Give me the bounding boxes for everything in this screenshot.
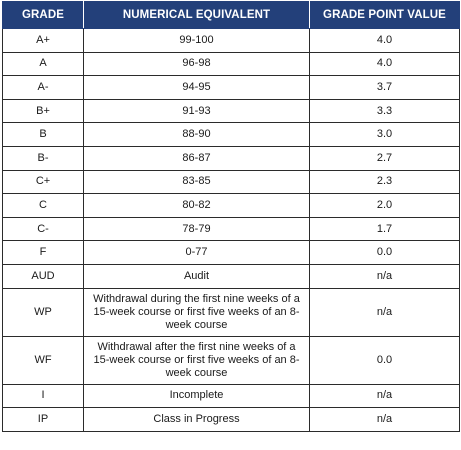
cell-numerical: 86-87 [84, 146, 310, 170]
cell-numerical: 80-82 [84, 194, 310, 218]
cell-grade: AUD [3, 264, 84, 288]
header-numerical-equivalent: NUMERICAL EQUIVALENT [84, 2, 310, 29]
cell-grade: C [3, 194, 84, 218]
table-row [3, 52, 460, 76]
cell-points: 4.0 [310, 29, 460, 53]
table-row [3, 194, 460, 218]
table-row [3, 241, 460, 265]
cell-grade: WP [3, 288, 84, 336]
cell-points: 1.7 [310, 217, 460, 241]
cell-points: 0.0 [310, 241, 460, 265]
table-row [3, 336, 460, 384]
cell-points: n/a [310, 384, 460, 408]
cell-numerical: 94-95 [84, 76, 310, 100]
cell-numerical: 99-100 [84, 29, 310, 53]
cell-grade: C- [3, 217, 84, 241]
cell-grade: A [3, 52, 84, 76]
cell-grade: B+ [3, 99, 84, 123]
cell-numerical: Incomplete [84, 384, 310, 408]
table-row [3, 288, 460, 336]
cell-points: 2.0 [310, 194, 460, 218]
cell-grade: F [3, 241, 84, 265]
table-header-row [3, 2, 460, 29]
cell-points: 4.0 [310, 52, 460, 76]
table-row [3, 264, 460, 288]
cell-numerical: Class in Progress [84, 408, 310, 432]
header-grade-point-value: GRADE POINT VALUE [310, 2, 460, 29]
table-row [3, 384, 460, 408]
cell-numerical: Audit [84, 264, 310, 288]
cell-numerical: Withdrawal during the first nine weeks of a 15-week course or first five weeks of an 8-week course [84, 288, 310, 336]
table-row [3, 170, 460, 194]
table-row [3, 217, 460, 241]
cell-points: 2.7 [310, 146, 460, 170]
header-grade: GRADE [3, 2, 84, 29]
cell-grade: A+ [3, 29, 84, 53]
cell-grade: I [3, 384, 84, 408]
cell-points: n/a [310, 288, 460, 336]
cell-numerical: 0-77 [84, 241, 310, 265]
table-row [3, 408, 460, 432]
cell-points: n/a [310, 264, 460, 288]
table-row [3, 99, 460, 123]
cell-numerical: 91-93 [84, 99, 310, 123]
cell-points: n/a [310, 408, 460, 432]
cell-grade: C+ [3, 170, 84, 194]
table-row [3, 146, 460, 170]
cell-grade: B- [3, 146, 84, 170]
table-row [3, 76, 460, 100]
table-row [3, 123, 460, 147]
cell-grade: A- [3, 76, 84, 100]
table-row [3, 29, 460, 53]
cell-points: 3.3 [310, 99, 460, 123]
cell-numerical: Withdrawal after the first nine weeks of a 15-week course or first five weeks of an 8-week course [84, 336, 310, 384]
cell-numerical: 96-98 [84, 52, 310, 76]
cell-grade: B [3, 123, 84, 147]
cell-numerical: 78-79 [84, 217, 310, 241]
cell-grade: IP [3, 408, 84, 432]
grade-scale-table [2, 1, 460, 432]
cell-points: 2.3 [310, 170, 460, 194]
cell-points: 0.0 [310, 336, 460, 384]
cell-points: 3.7 [310, 76, 460, 100]
cell-numerical: 88-90 [84, 123, 310, 147]
cell-numerical: 83-85 [84, 170, 310, 194]
cell-grade: WF [3, 336, 84, 384]
cell-points: 3.0 [310, 123, 460, 147]
